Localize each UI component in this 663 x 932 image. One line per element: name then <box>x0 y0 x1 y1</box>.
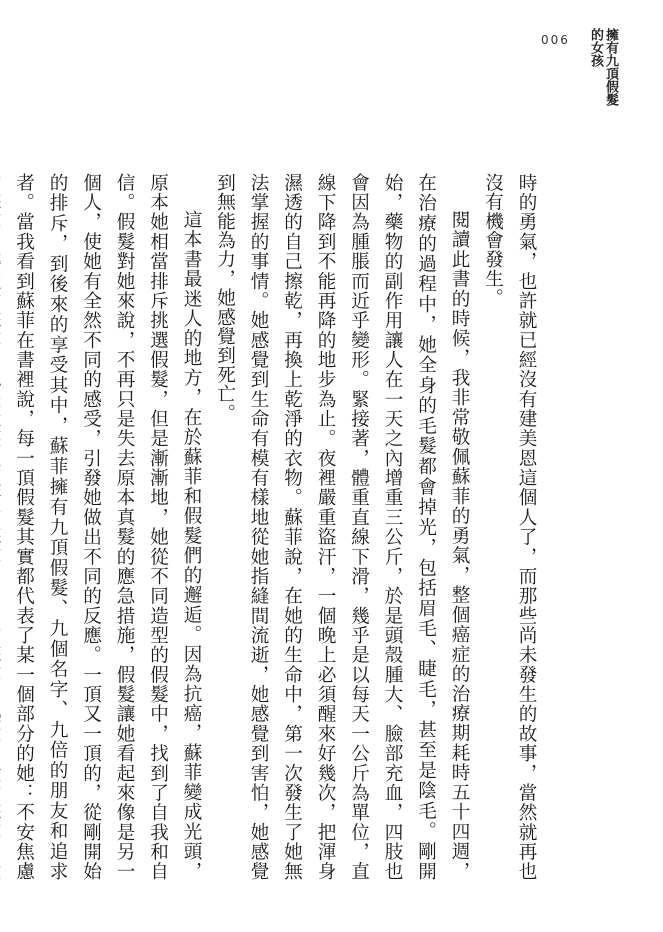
body-text <box>13 173 543 881</box>
paragraph: 閱讀此書的時候，我非常敬佩蘇菲的勇氣，整個癌症的治療期耗時五十四週，在治療的過程中，她全身的毛髮都會掉光，包括眉毛、睫毛，甚至是陰毛。剛開始，藥物的副作用讓人在一天之內增重三公斤，於是頭殼腫大、臉部充血，四肢也會因為腫脹而近乎變形。緊接著，體重直線下滑，幾乎是以每天一公斤為單位，直線下降到不能再降的地步為止。夜裡嚴重盜汗，一個晚上必須醒來好幾次，把渾身濕透的自己擦乾，再換上乾淨的衣物。蘇菲說，在她的生命中，第一次發生了她無法掌握的事情。她感覺到生命有模有樣地從她指縫間流逝，她感覺到害怕，她感覺到無能為力，她感覺到死亡。 <box>214 173 470 881</box>
page-number: 006 <box>541 33 570 47</box>
running-header-book-title: 擁有九頂假髮的女孩 <box>588 28 618 106</box>
paragraph: 這本書最迷人的地方，在於蘇菲和假髮們的邂逅。因為抗癌，蘇菲變成光頭，原本她相當排斥挑選假髮，但是漸漸地，她從不同造型的假髮中，找到了自我和自信。假髮對她來說，不再只是失去原本真髮的應急措施，假髮讓她看起來像是另一個人，使她有全然不同的感受，引發她做出不同的反應。一頂又一頂的，從剛開始的排斥，到後來的享受其中，蘇菲擁有九頂假髮、九個名字、九倍的朋友和追求者。當我看到蘇菲在書裡說，每一頂假髮其實都代表了某一個部分的她：不安焦慮 <box>13 173 202 881</box>
paragraph-continued: 時的勇氣，也許就已經沒有建美恩這個人了，而那些尚未發生的故事，當然就再也沒有機會發生。 <box>482 173 537 881</box>
